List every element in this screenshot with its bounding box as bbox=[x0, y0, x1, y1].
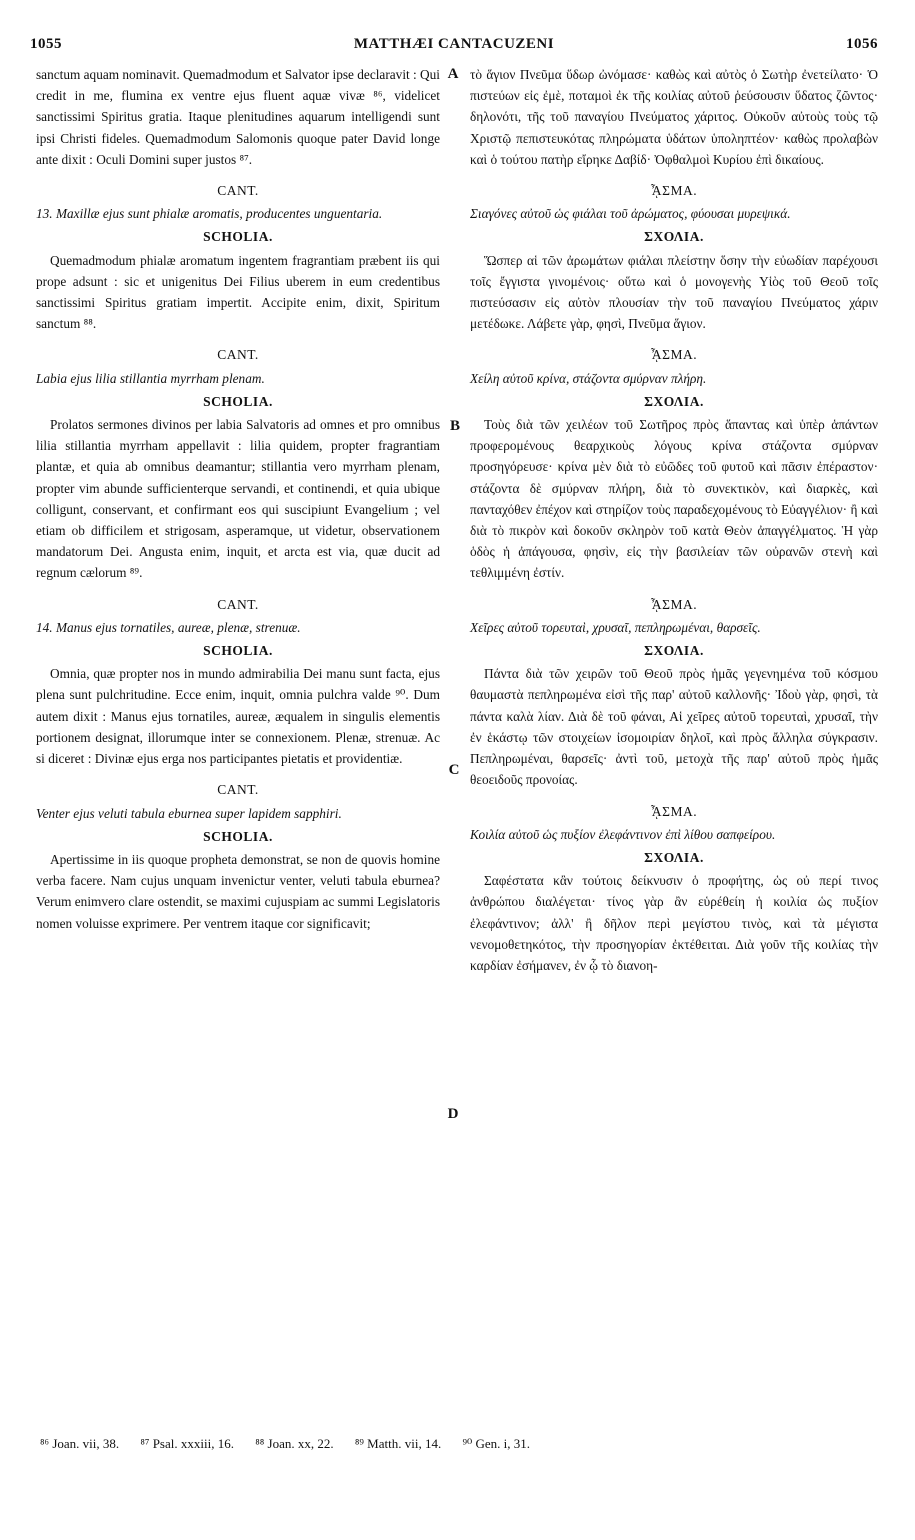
scholia-heading: SCHOLIA. bbox=[203, 393, 273, 409]
asma-heading: ᾎΣΜΑ. bbox=[650, 347, 698, 363]
footnote: ⁸⁹ Matth. vii, 14. bbox=[354, 1436, 442, 1451]
latin-column bbox=[36, 64, 440, 934]
greek-column bbox=[470, 64, 878, 976]
scholia-text-greek: Τοὺς διὰ τῶν χειλέων τοῦ Σωτῆρος πρὸς ἅπαντας καὶ ὑπὲρ ἁπάντων προφερομένους θεαρχικοὺς λόγους κρίνα στάζοντα σμύρναν προσηγόρευσε· κρίνα μὲν διὰ τὸ εὐῶδες τοῦ φυτοῦ καὶ πᾶσιν ἐπέραστον· στάζοντα δὲ σμύρναν πλήρη, διὰ τὸ συνεκτικὸν, καὶ διαρκὲς, καὶ πανταχόθεν ἐπέχον καὶ στηρίζον τοὺς παραδεχομένους τὸ Εὐαγγέλιον· ἢ καὶ διὰ τὸ πικρὸν καὶ δοκοῦν σκληρὸν τοῦ κατὰ Θεὸν ἀπαγγέλματος. Ἡ γὰρ ὁδὸς ἡ ἀπάγουσα, φησὶν, εἰς τὴν βασιλείαν τῶν οὐρανῶν στενὴ καὶ τεθλιμμένη ἐστίν. bbox=[470, 417, 878, 581]
footnote: ⁸⁶ Joan. vii, 38. bbox=[40, 1436, 120, 1451]
scholia-heading-greek: ΣΧΟΛΙΑ. bbox=[644, 849, 704, 865]
section-marker-b: B bbox=[449, 418, 460, 434]
footnotes bbox=[40, 1436, 870, 1452]
asma-verse: Χεῖρες αὐτοῦ τορευταὶ, χρυσαῖ, πεπληρωμέναι, θαρσεῖς. bbox=[470, 619, 761, 635]
cant-verse: 13. Maxillæ ejus sunt phialæ aromatis, producentes unguentaria. bbox=[36, 206, 383, 222]
running-header bbox=[30, 36, 878, 60]
scholia-text: Omnia, quæ propter nos in mundo admirabilia Dei manu sunt facta, ejus plena sunt pulchritudine. Ecce enim, inquit, omnia pulchra valde ⁹⁰. Dum autem dixit : Manus ejus tornatiles, aureæ, æqualem in singulis elementis portionem designat, illorumque inter se connexionem. Plenæ, strenuæ. Ac si diceret : Divinæ ejus erga nos participantes pietatis et providentiæ. bbox=[36, 666, 440, 767]
scholia-text: Apertissime in iis quoque propheta demonstrat, se non de quovis homine verba facere. Nam cujus unquam invenictur venter, veluti tabula eburnea? Verum enimvero clare ostendit, se maximi cujuspiam ac summi Legislatoris nomen voluisse exprimere. Per ventrem itaque cor significavit; bbox=[36, 851, 440, 931]
cant-heading: CANT. bbox=[217, 782, 259, 798]
asma-verse: Κοιλία αὐτοῦ ὡς πυξίον ἐλεφάντινον ἐπὶ λίθου σαπφείρου. bbox=[470, 826, 776, 842]
scholia-text: Quemadmodum phialæ aromatum ingentem fragrantiam præbent iis qui prope adsunt : sic et unigenitus Dei Filius uberem in eum credentibus sanctissimi Spiritus gratiam impertit. Accipite enim, dixit, Spiritum sanctum ⁸⁸. bbox=[36, 252, 440, 332]
scholia-text-greek: Ὥσπερ αἱ τῶν ἀρωμάτων φιάλαι πλείστην ὅσην τὴν εὐωδίαν παρέχουσι τοῖς ἔγγιστα γινομένοις· οὕτω καὶ ὁ μονογενὴς Υἱὸς τοῦ Θεοῦ τοῖς πιστεύσασιν εἰς αὐτὸν πλουσίαν τὴν τοῦ παναγίου Πνεύματος χάριν μετέδωκε. Λάβετε γὰρ, φησὶ, Πνεῦμα ἅγιον. bbox=[470, 252, 878, 332]
asma-verse: Σιαγόνες αὐτοῦ ὡς φιάλαι τοῦ ἀρώματος, φύουσαι μυρεψικά. bbox=[470, 206, 791, 222]
scholia-heading-greek: ΣΧΟΛΙΑ. bbox=[644, 643, 704, 659]
section-marker-c: C bbox=[448, 762, 460, 778]
footnote: ⁸⁷ Psal. xxxiii, 16. bbox=[140, 1436, 234, 1451]
scholia-heading: SCHOLIA. bbox=[203, 828, 273, 844]
section-marker-a: A bbox=[447, 66, 459, 82]
cant-verse: Labia ejus lilia stillantia myrrham plenam. bbox=[36, 370, 265, 386]
asma-heading: ᾎΣΜΑ. bbox=[650, 596, 698, 612]
scholia-text-greek: Πάντα διὰ τῶν χειρῶν τοῦ Θεοῦ πρὸς ἡμᾶς γεγενημένα τοῦ κόσμου θαυμαστὰ πεπληρωμένα εἰσὶ τῆς παρ' αὐτοῦ καλλονῆς· Ἰδοὺ γὰρ, φησὶ, τὰ πάντα καλὰ λίαν. Διὰ δὲ τοῦ φάναι, Αἱ χεῖρες αὐτοῦ τορευταὶ, χρυσαῖ, τὴν ἐν ἑκάστῳ τῶν στοιχείων ἰσομοιρίαν δηλοῖ, καὶ πρὸς ἄλληλα σύγκρασιν. Πεπληρωμέναι, θαρσεῖς· ἀντὶ τοῦ, μετοχὰ τῆς παρ' αὐτοῦ πρὸς ἡμᾶς θεοειδοῦς προνοίας. bbox=[470, 666, 878, 788]
greek-intro: τὸ ἅγιον Πνεῦμα ὕδωρ ὠνόμασε· καθὼς καὶ αὐτὸς ὁ Σωτὴρ ἐνετείλατο· Ὁ πιστεύων εἰς ἐμὲ, ποταμοὶ ἐκ τῆς κοιλίας αὐτοῦ ῥεύσουσιν ὕδατος ζῶντος· δηλονότι, τῆς τοῦ παναγίου Πνεύματος χάριτος. Οὐκοῦν αὐτοὺς τοὺς τῷ Χριστῷ πεπιστευκότας πληρώματα ὑδάτων ὑποληπτέον· καθὼς προλαβὼν καὶ ὁ τούτου πατὴρ εἴρηκε Δαβίδ· Ὀφθαλμοὶ Κυρίου ἐπὶ δικαίους. bbox=[470, 67, 878, 167]
section-marker-d: D bbox=[447, 1106, 459, 1122]
footnote: ⁹⁰ Gen. i, 31. bbox=[462, 1436, 530, 1451]
scholia-text-greek: Σαφέστατα κἂν τούτοις δείκνυσιν ὁ προφήτης, ὡς οὐ περί τινος ἀνθρώπου διαλέγεται· τίνος γὰρ ἂν εὑρέθείη ἡ κοιλία ὡς πυξίον ἐλεφάντινον; ἀλλ' ἢ δῆλον περὶ μεγίστου τινὸς, καὶ τὰ μέγιστα νενομοθετηκότος, τὴν προσηγορίαν ἐκτέθειται. Διὰ γοῦν τῆς κοιλίας τὴν καρδίαν ἐσήμανεν, ἐν ᾧ τὸ διανοη- bbox=[470, 873, 878, 973]
page-number-right: 1056 bbox=[846, 36, 878, 52]
page-number-left: 1055 bbox=[30, 36, 62, 52]
scholia-text: Prolatos sermones divinos per labia Salvatoris ad omnes et pro omnibus lilia stillantia myrrham appellavit : lilia quidem, propter fragrantiam plantæ, et quia ab omnibus deamantur; stillantia vero myrrham plenam, propter vim abunde sufficienterque servandi, et continendi, et quia ubique colligunt, conservant, et confirmant eos qui suscipiunt Evangelium ; vel etiam ob difficilem et strigosam, asperamque, ut videtur, observationem mandatorum Dei. Angusta enim, inquit, et arcta est via, quæ ducit ad regnum cælorum ⁸⁹. bbox=[36, 417, 440, 581]
footnote: ⁸⁸ Joan. xx, 22. bbox=[255, 1436, 334, 1451]
cant-heading: CANT. bbox=[217, 183, 259, 199]
scholia-heading-greek: ΣΧΟΛΙΑ. bbox=[644, 393, 704, 409]
cant-verse: 14. Manus ejus tornatiles, aureæ, plenæ, strenuæ. bbox=[36, 619, 301, 635]
cant-verse: Venter ejus veluti tabula eburnea super lapidem sapphiri. bbox=[36, 805, 342, 821]
latin-intro: sanctum aquam nominavit. Quemadmodum et Salvator ipse declaravit : Qui credit in me, flumina ex ventre ejus fluent aquæ vivæ ⁸⁶, videlicet sanctissimi Spiritus gratia. Itaque plenitudines aquarum intelligendi sunt ipsi Christi fideles. Quemadmodum Salomonis quoque pater David longe ante dixit : Oculi Domini super justos ⁸⁷. bbox=[36, 67, 440, 167]
cant-heading: CANT. bbox=[217, 347, 259, 363]
asma-heading: ᾎΣΜΑ. bbox=[650, 803, 698, 819]
scholia-heading: SCHOLIA. bbox=[203, 229, 273, 245]
scholia-heading-greek: ΣΧΟΛΙΑ. bbox=[644, 229, 704, 245]
cant-heading: CANT. bbox=[217, 596, 259, 612]
running-title: MATTHÆI CANTACUZENI bbox=[353, 36, 555, 52]
scholia-heading: SCHOLIA. bbox=[203, 643, 273, 659]
asma-heading: ᾎΣΜΑ. bbox=[650, 183, 698, 199]
asma-verse: Χείλη αὐτοῦ κρίνα, στάζοντα σμύρναν πλήρη. bbox=[470, 370, 707, 386]
